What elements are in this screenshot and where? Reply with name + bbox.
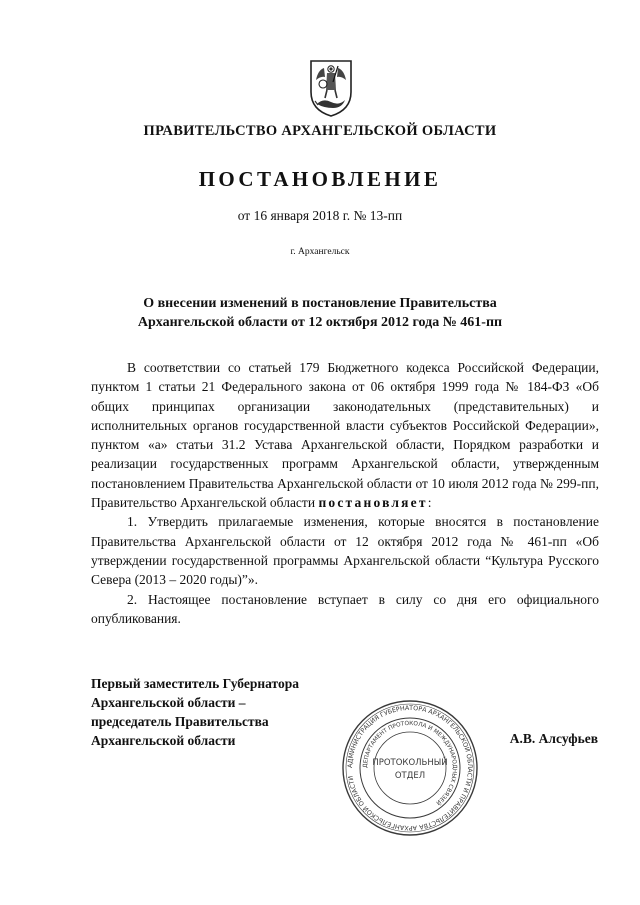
signatory-line-1: Первый заместитель Губернатора — [91, 676, 299, 691]
signatory-name: А.В. Алсуфьев — [509, 731, 598, 746]
document-subject — [0, 294, 640, 332]
preamble-paragraph: В соответствии со статьей 179 Бюджетного кодекса Российской Федерации, пунктом 1 статьи 21 Федерального закона от 06 октября 1999 года № 184-ФЗ «Об общих принципах организации законодательных (представительных) и исполнительных органов государственной власти субъектов Российской Федерации», пунктом «а» статьи 31.2 Устава Архангельской области, Порядком разработки и реализации государственных программ Архангельской области, утвержденным постановлением Правительства Архангельской области от 10 июля 2012 года № 299-пп, Правительство Архангельской области постановляет: — [91, 360, 599, 511]
coat-of-arms-icon — [308, 58, 354, 118]
stamp-center-line-1: ПРОТОКОЛЬНЫЙ — [372, 758, 448, 768]
document-city: г. Архангельск — [290, 247, 350, 257]
stamp-inner-text: ДЕПАРТАМЕНТ ПРОТОКОЛА И МЕЖДУНАРОДНЫХ СВЯЗЕЙ — [362, 720, 458, 806]
signatory-line-4: Архангельской области — [91, 733, 236, 748]
resolves-word: постановляет — [318, 495, 428, 511]
government-title: ПРАВИТЕЛЬСТВО АРХАНГЕЛЬСКОЙ ОБЛАСТИ — [143, 123, 497, 139]
resolution-item-1: 1. Утвердить прилагаемые изменения, которые вносятся в постановление Правительства Архангельской области от 12 октября 2012 года № 461-пп «Об утверждении государственной программы Архангельской области “Культура Русского Севера (2013 – 2020 годы)”». — [91, 514, 599, 588]
stamp-outer-text: АДМИНИСТРАЦИЯ ГУБЕРНАТОРА АРХАНГЕЛЬСКОЙ ОБЛАСТИ И ПРАВИТЕЛЬСТВА АРХАНГЕЛЬСКОЙ ОБЛАСТИ — [346, 704, 474, 832]
official-stamp — [340, 698, 480, 838]
subject-line-2: Архангельской области от 12 октября 2012 года № 461-пп — [137, 315, 503, 330]
document-body — [91, 358, 599, 628]
subject-line-1: О внесении изменений в постановление Правительства — [143, 296, 497, 311]
stamp-center-line-2: ОТДЕЛ — [394, 771, 426, 781]
preamble-text: В соответствии со статьей 179 Бюджетного кодекса Российской Федерации, пунктом 1 статьи 21 Федерального закона от 06 октября 1999 года № 184-ФЗ «Об общих принципах организации законодательных (представительных) и исполнительных органов государственной власти субъектов Российской Федерации», пунктом «а» статьи 31.2 Устава Архангельской области, Порядком разработки и реализации государственных программ Архангельской области, утвержденным постановлением Правительства Архангельской области от 10 июля 2012 года № 299-пп, Правительство Архангельской области — [91, 360, 599, 511]
document-type-title: ПОСТАНОВЛЕНИЕ — [198, 167, 442, 191]
document-date-number: от 16 января 2018 г. № 13-пп — [237, 208, 403, 223]
signatory-line-3: председатель Правительства — [91, 714, 269, 729]
resolution-item-2: 2. Настоящее постановление вступает в силу со дня его официального опубликования. — [91, 591, 599, 626]
signatory-line-2: Архангельской области – — [91, 695, 246, 710]
signatory-position — [91, 674, 299, 750]
